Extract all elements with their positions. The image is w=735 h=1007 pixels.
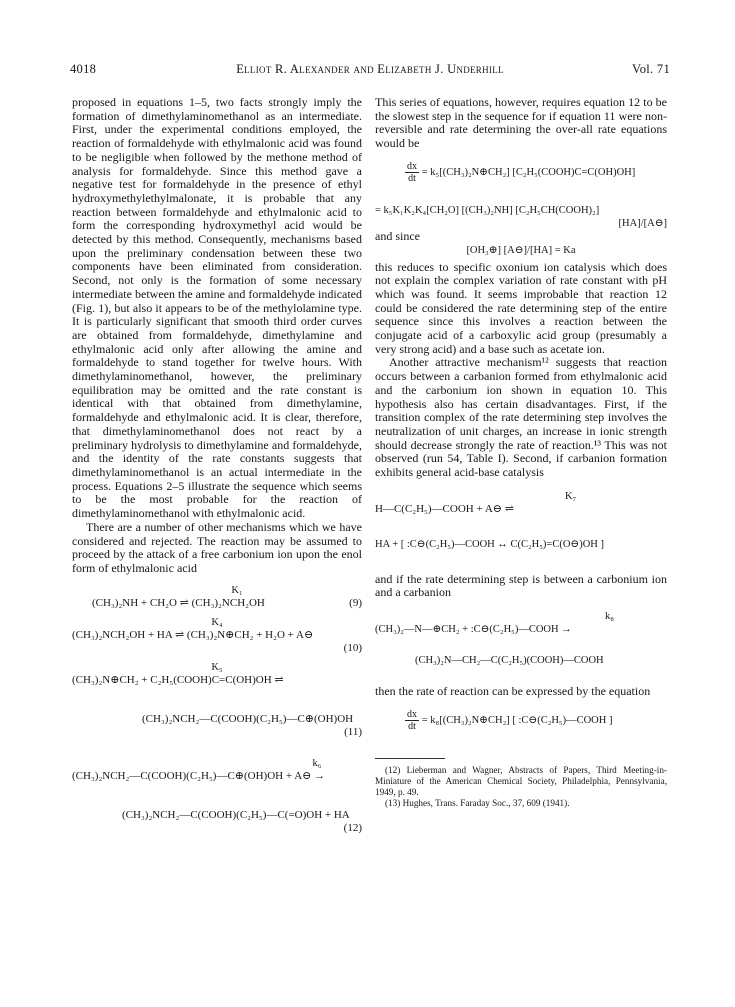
- equation-text: (CH₃)₂NCH₂—C(COOH)(C₂H₅)—C⊕(OH)OH: [142, 712, 354, 725]
- equilibrium-constant: K₁: [231, 584, 243, 596]
- paragraph: Another attractive mechanism¹² suggests that reaction occurs between a carbanion formed from ethylmalonic acid and the carbonium ion shown in equation 10. This hypothesis also has certain disadvantages. First, if the transition complex of the rate determining step involves the neutralization of unit charges, an increase in ionic strength should decrease strongly the rate of reaction.¹³ This was not observed (run 54, Table I). Second, if carbanion formation exhibits general acid-base catalysis: [375, 355, 667, 480]
- footnote-rule: [375, 758, 445, 759]
- footnotes: [375, 765, 667, 809]
- equilibrium-constant: K₄: [211, 616, 223, 628]
- right-column: [375, 96, 667, 809]
- derivative: [405, 161, 419, 184]
- running-header: [70, 62, 670, 80]
- equation-text: = k₅[(CH₃)₂N⊕CH₂] [C₂H₅(COOH)C=C(OH)OH]: [421, 166, 636, 178]
- equation-text: (CH₃)₂NCH₂—C(COOH)(C₂H₅)—C⊕(OH)OH + A⊖ →: [72, 769, 326, 782]
- rate-equation-1: [405, 161, 667, 184]
- equation-12: [72, 757, 362, 835]
- equation-number: (11): [344, 725, 362, 738]
- equation-text: (CH₃)₂N⊕CH₂ + C₂H₅(COOH)C=C(OH)OH ⇌: [72, 673, 284, 686]
- equation-text: (CH₃)₂—N—⊕CH₂ + :C⊖(C₂H₅)—COOH →: [375, 624, 572, 636]
- rate-equation-1-continued: [375, 204, 667, 230]
- paragraph: proposed in equations 1–5, two facts strongly imply the formation of dimethylaminomethanol as an intermediate. First, under the experimental conditions employed, the reaction of formaldehyde with ethylmalonic acid was found to be negligible when followed by the methone method of analysis for formaldehyde. Since this method gave a negative test for formaldehyde in the presence of ethyl hydroxymethylethylmalonate, it is probable that any reaction between formaldehyde and ethylmalonic acid to form the corresponding hydroxymethyl acid would be detected by this method. Consequently, mechanisms based upon the preliminary condensation between these two components have been eliminated from consideration. Second, not only is the formation of some necessary intermediate between the amine and formaldehyde indicated (Fig. 1), but also it appears to be of the methylolamine type. It is particularly significant that smooth third order curves are obtained from formaldehyde, dimethylamine and ethylmalonic acid only after allowing the amine and formaldehyde to stand together for twelve hours. With dimethylaminomethanol, however, the preliminary equilibration may be omitted and the rate constant is identical with that obtained from dimethylamine, formaldehyde and ethylmalonic acid. It is clear, therefore, that dimethylaminomethanol does not react by a preliminary hydrolysis to dimethylamine and formaldehyde, and the identity of the rate constants suggests that dimethylaminomethanol is an actual intermediate in the process. Equations 2–5 illustrate the sequence which seems to be the most probable for the reaction of dimethylaminomethanol with ethylmalonic acid.: [72, 95, 362, 521]
- paragraph: and if the rate determining step is between a carbonium ion and a carbanion: [375, 571, 667, 600]
- derivative: [405, 709, 419, 732]
- ka-equation: [OH₃⊕] [A⊖]/[HA] = Ka: [466, 244, 576, 256]
- equation-text: [HA]/[A⊖]: [618, 217, 667, 229]
- equilibrium-constant: K₅: [211, 661, 223, 673]
- equation-10: [72, 616, 362, 655]
- running-title: Elliot R. Alexander and Elizabeth J. Underhill: [236, 62, 504, 76]
- paragraph: then the rate of reaction can be expressed by the equation: [375, 684, 651, 699]
- rate-equation-2: [405, 709, 667, 732]
- equation-9: [72, 584, 362, 610]
- equation-number: (10): [343, 641, 362, 654]
- paragraph: this reduces to specific oxonium ion catalysis which does not explain the complex variation of rate constant with pH which was found. It seems improbable that reaction 12 could be considered the rate determining step of the entire sequence since this involves a reaction between the conjugate acid of a carboxylic acid group (presumably a very strong acid) and a base such as acetate ion.: [375, 259, 667, 356]
- paragraph: There are a number of other mechanisms which we have considered and rejected. The reaction may be assumed to proceed by the attack of a free carbonium ion upon the enol form of ethylmalonic acid: [72, 519, 362, 575]
- left-column: [72, 96, 362, 835]
- volume-label: Vol. 71: [632, 62, 670, 76]
- denominator: dt: [408, 172, 416, 184]
- equation-text: = k₈[(CH₃)₂N⊕CH₂] [ :C⊖(C₂H₅)—COOH ]: [421, 714, 613, 726]
- equilibrium-constant: K₇: [565, 490, 577, 502]
- rate-constant: k₈: [605, 611, 614, 623]
- page-number: 4018: [70, 62, 97, 76]
- equation-number: (12): [343, 821, 362, 834]
- carbanion-equation-1: [375, 490, 667, 516]
- equation-number: (9): [349, 596, 362, 609]
- numerator: dx: [407, 708, 417, 720]
- paragraph: and since: [375, 228, 420, 243]
- carbanion-equation-3: [375, 610, 667, 636]
- carbanion-equation-2: HA + [ :C⊖(C₂H₅)—COOH ↔ C(C₂H₅)=C(O⊖)OH ]: [375, 538, 604, 550]
- paragraph: This series of equations, however, requires equation 12 to be the slowest step in the sequence for if equation 11 were non-reversible and rate determining the over-all rate equations would be: [375, 95, 667, 151]
- equation-text: H—C(C₂H₅)—COOH + A⊖ ⇌: [375, 502, 514, 515]
- footnote-12: (12) Lieberman and Wagner, Abstracts of Papers, Third Meeting-in-Miniature of the American Chemical Society, Philadelphia, Pennsylvania, 1949, p. 49.: [375, 764, 667, 797]
- denominator: dt: [408, 720, 416, 732]
- carbanion-equation-4: (CH₃)₂N—CH₂—C(C₂H₅)(COOH)—COOH: [415, 655, 604, 667]
- equation-text: = k₅K₁K₂K₄[CH₂O] [(CH₃)₂NH] [C₂H₅CH(COOH)₂]: [375, 204, 600, 216]
- rate-constant: k₆: [312, 757, 322, 769]
- equation-text: (CH₃)₂NCH₂OH + HA ⇌ (CH₃)₂N⊕CH₂ + H₂O + A⊖: [72, 628, 314, 641]
- equation-text: (CH₃)₂NCH₂—C(COOH)(C₂H₅)—C(=O)OH + HA: [122, 808, 350, 821]
- equation-11: [72, 661, 362, 739]
- equation-text: (CH₃)₂NH + CH₂O ⇌ (CH₃)₂NCH₂OH: [92, 596, 265, 609]
- numerator: dx: [407, 160, 417, 172]
- footnote-13: (13) Hughes, Trans. Faraday Soc., 37, 609 (1941).: [385, 797, 570, 808]
